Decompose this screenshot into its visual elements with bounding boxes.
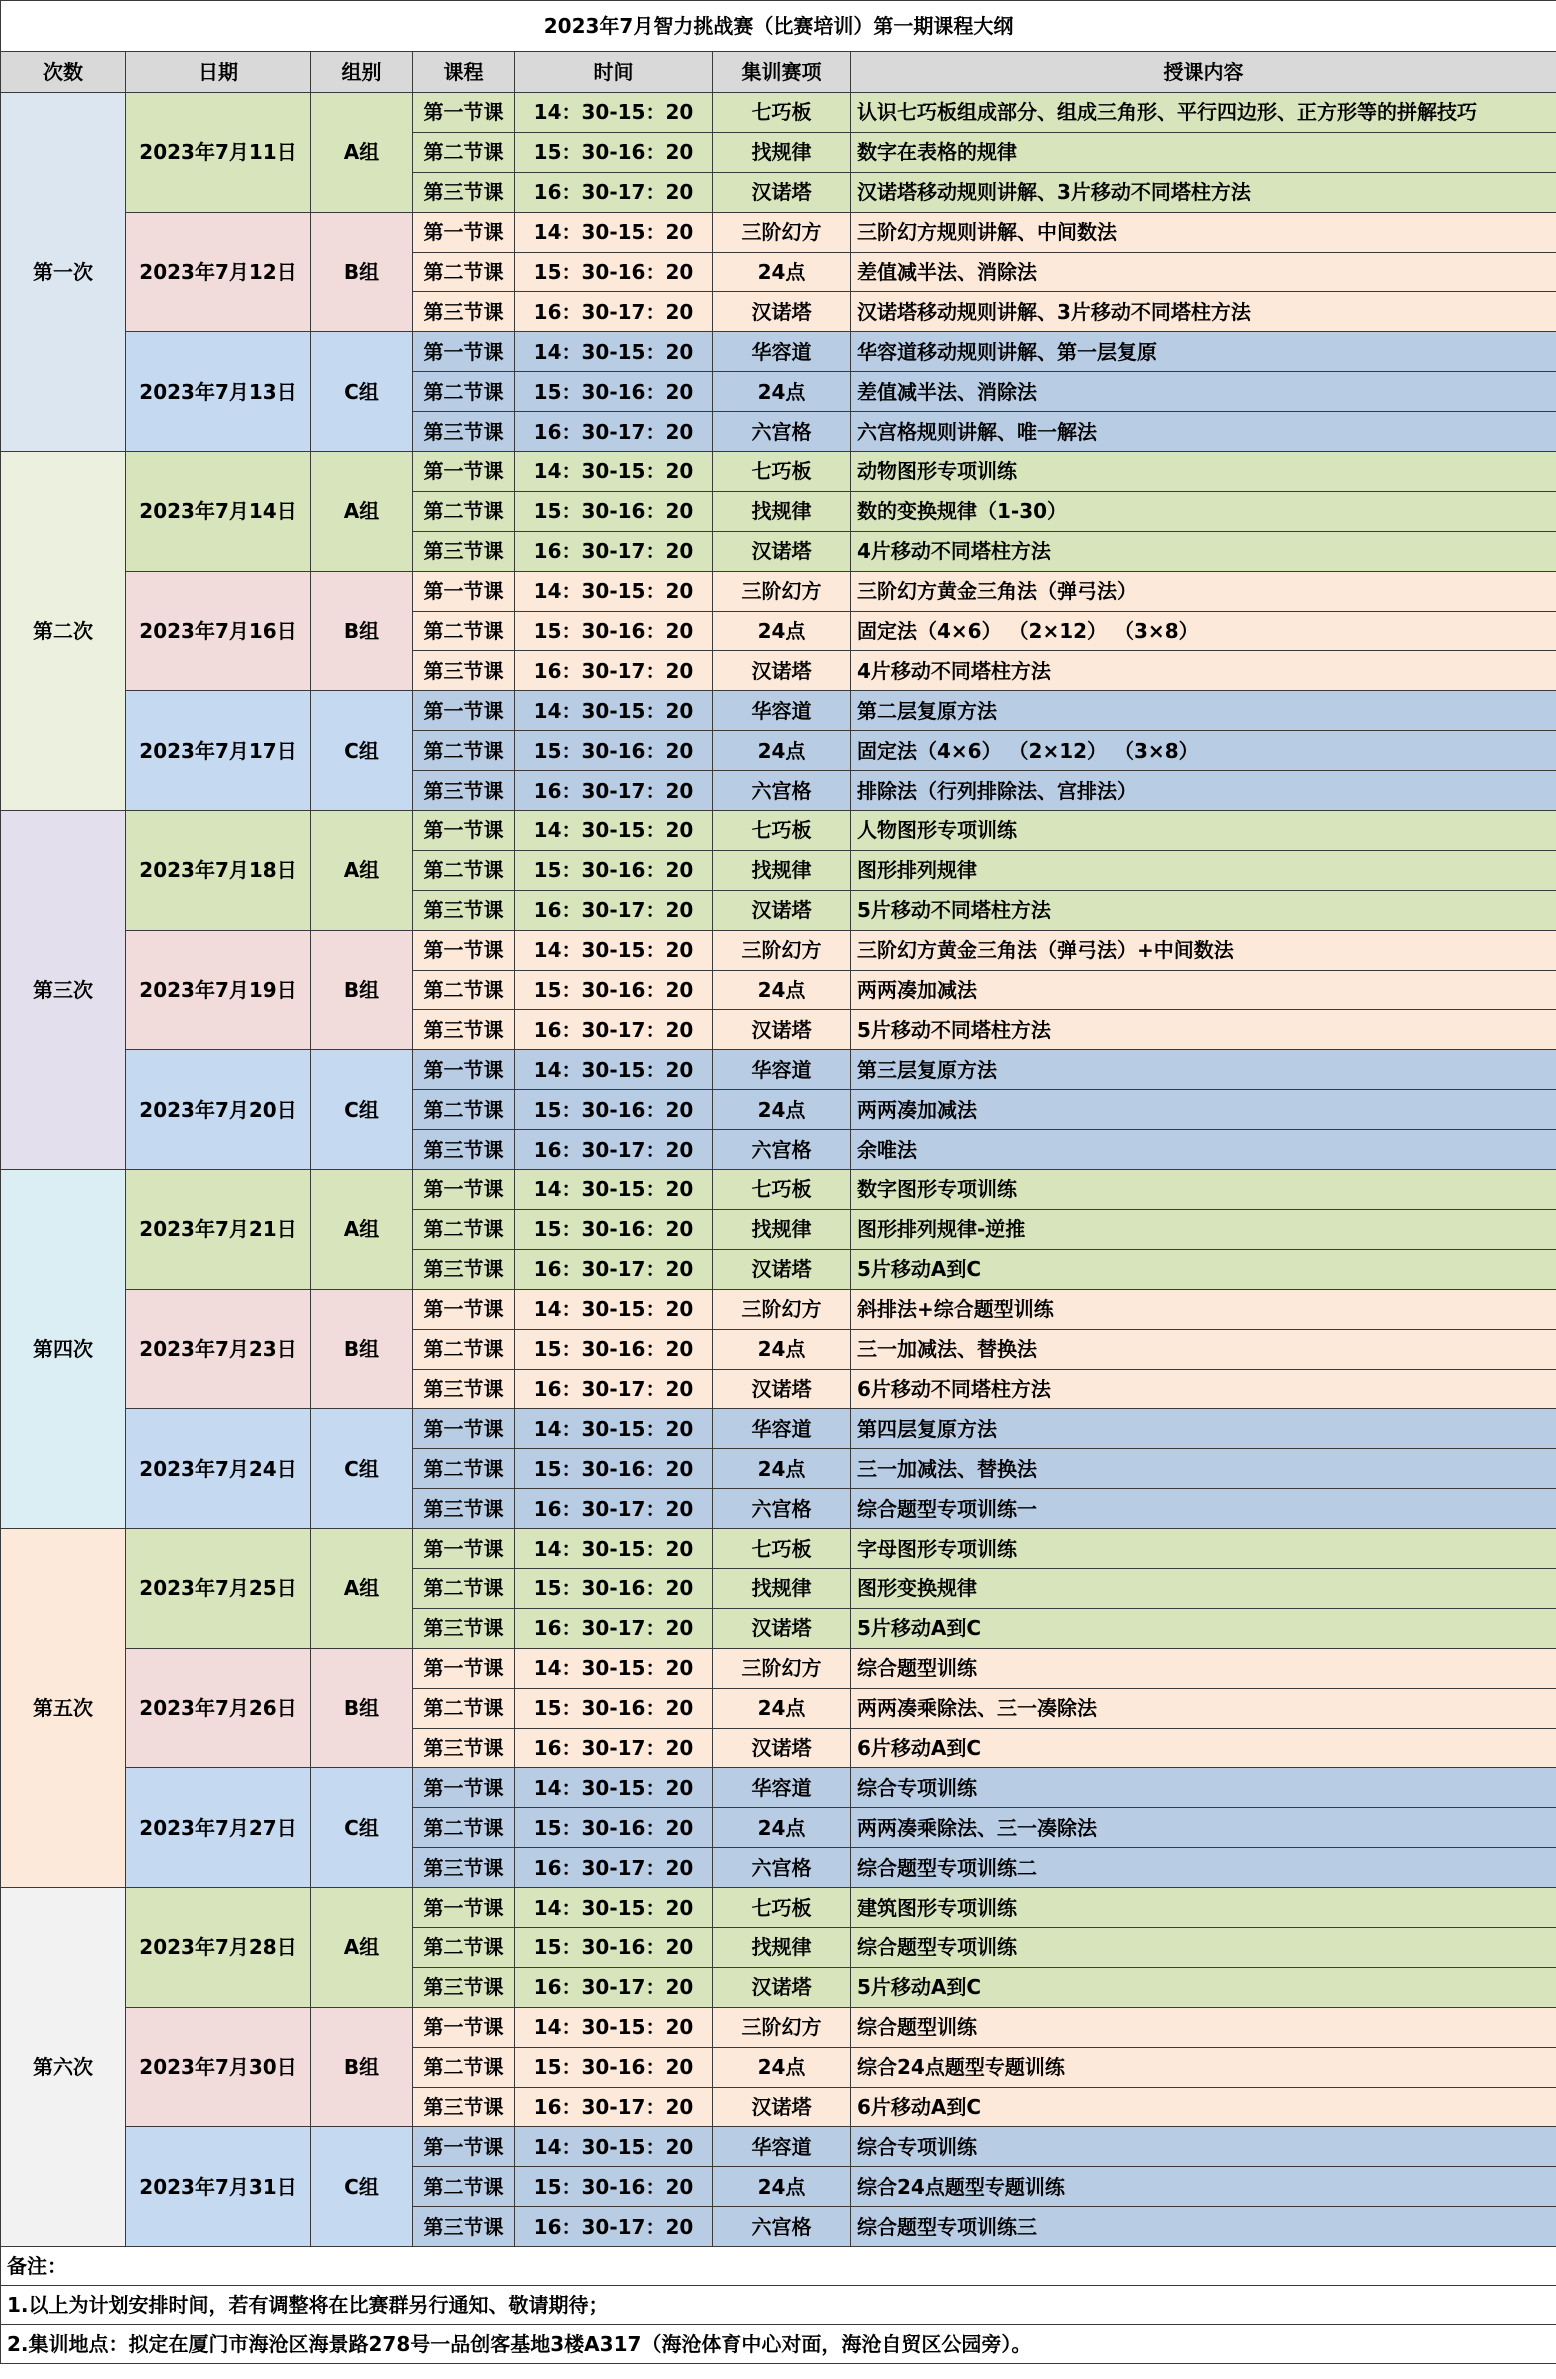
content-cell: 综合题型训练 <box>851 2007 1556 2047</box>
lesson-cell: 第三节课 <box>413 1608 515 1648</box>
note-1: 1.以上为计划安排时间，若有调整将在比赛群另行通知、敬请期待； <box>1 2286 1556 2325</box>
lesson-cell: 第三节课 <box>413 1489 515 1529</box>
group-cell: C组 <box>311 1768 413 1888</box>
lesson-cell: 第二节课 <box>413 1209 515 1249</box>
lesson-cell: 第二节课 <box>413 970 515 1010</box>
table-row <box>1 811 1556 851</box>
event-cell: 汉诺塔 <box>713 1010 851 1050</box>
time-cell: 14：30-15：20 <box>515 811 713 851</box>
time-cell: 15：30-16：20 <box>515 1568 713 1608</box>
time-cell: 16：30-17：20 <box>515 890 713 930</box>
content-cell: 第四层复原方法 <box>851 1409 1556 1449</box>
time-cell: 16：30-17：20 <box>515 1130 713 1170</box>
header-date: 日期 <box>126 52 311 93</box>
lesson-cell: 第二节课 <box>413 1808 515 1848</box>
session-label: 第六次 <box>1 1888 126 2247</box>
date-cell: 2023年7月31日 <box>126 2127 311 2247</box>
content-cell: 六宫格规则讲解、唯一解法 <box>851 412 1556 452</box>
content-cell: 华容道移动规则讲解、第一层复原 <box>851 332 1556 372</box>
event-cell: 汉诺塔 <box>713 172 851 212</box>
content-cell: 6片移动不同塔柱方法 <box>851 1369 1556 1409</box>
time-cell: 14：30-15：20 <box>515 1888 713 1928</box>
event-cell: 华容道 <box>713 1409 851 1449</box>
event-cell: 24点 <box>713 372 851 412</box>
content-cell: 动物图形专项训练 <box>851 452 1556 492</box>
group-cell: A组 <box>311 93 413 213</box>
time-cell: 14：30-15：20 <box>515 2127 713 2167</box>
content-cell: 差值减半法、消除法 <box>851 252 1556 292</box>
event-cell: 汉诺塔 <box>713 292 851 332</box>
content-cell: 5片移动A到C <box>851 1967 1556 2007</box>
content-cell: 图形排列规律-逆推 <box>851 1209 1556 1249</box>
lesson-cell: 第一节课 <box>413 93 515 133</box>
session-label: 第二次 <box>1 452 126 811</box>
content-cell: 三一加减法、替换法 <box>851 1449 1556 1489</box>
lesson-cell: 第一节课 <box>413 1050 515 1090</box>
event-cell: 找规律 <box>713 1209 851 1249</box>
lesson-cell: 第一节课 <box>413 691 515 731</box>
date-cell: 2023年7月11日 <box>126 93 311 213</box>
content-cell: 6片移动A到C <box>851 1728 1556 1768</box>
event-cell: 六宫格 <box>713 771 851 811</box>
lesson-cell: 第三节课 <box>413 771 515 811</box>
content-cell: 斜排法+综合题型训练 <box>851 1289 1556 1329</box>
group-cell: A组 <box>311 452 413 572</box>
lesson-cell: 第三节课 <box>413 172 515 212</box>
table-row <box>1 452 1556 492</box>
time-cell: 16：30-17：20 <box>515 2087 713 2127</box>
content-cell: 固定法（4×6） （2×12） （3×8） <box>851 731 1556 771</box>
content-cell: 综合专项训练 <box>851 2127 1556 2167</box>
content-cell: 5片移动不同塔柱方法 <box>851 890 1556 930</box>
lesson-cell: 第一节课 <box>413 571 515 611</box>
time-cell: 14：30-15：20 <box>515 93 713 133</box>
lesson-cell: 第一节课 <box>413 2007 515 2047</box>
lesson-cell: 第二节课 <box>413 252 515 292</box>
time-cell: 16：30-17：20 <box>515 1249 713 1289</box>
lesson-cell: 第二节课 <box>413 1449 515 1489</box>
time-cell: 14：30-15：20 <box>515 452 713 492</box>
header-content: 授课内容 <box>851 52 1556 93</box>
date-cell: 2023年7月18日 <box>126 811 311 931</box>
note-2: 2.集训地点：拟定在厦门市海沧区海景路278号一品创客基地3楼A317（海沧体育中心对面，海沧自贸区公园旁）。 <box>1 2325 1556 2364</box>
content-cell: 两两凑加减法 <box>851 1090 1556 1130</box>
date-cell: 2023年7月20日 <box>126 1050 311 1170</box>
event-cell: 24点 <box>713 1688 851 1728</box>
event-cell: 汉诺塔 <box>713 2087 851 2127</box>
content-cell: 建筑图形专项训练 <box>851 1888 1556 1928</box>
lesson-cell: 第二节课 <box>413 1090 515 1130</box>
content-cell: 三阶幻方黄金三角法（弹弓法） <box>851 571 1556 611</box>
group-cell: A组 <box>311 1170 413 1290</box>
content-cell: 图形变换规律 <box>851 1568 1556 1608</box>
lesson-cell: 第二节课 <box>413 611 515 651</box>
content-cell: 数字图形专项训练 <box>851 1170 1556 1210</box>
event-cell: 六宫格 <box>713 412 851 452</box>
time-cell: 15：30-16：20 <box>515 2167 713 2207</box>
event-cell: 三阶幻方 <box>713 571 851 611</box>
lesson-cell: 第一节课 <box>413 1529 515 1569</box>
lesson-cell: 第二节课 <box>413 1688 515 1728</box>
table-row <box>1 2127 1556 2167</box>
event-cell: 汉诺塔 <box>713 1249 851 1289</box>
date-cell: 2023年7月17日 <box>126 691 311 811</box>
content-cell: 综合题型专项训练二 <box>851 1848 1556 1888</box>
lesson-cell: 第三节课 <box>413 651 515 691</box>
event-cell: 24点 <box>713 1808 851 1848</box>
time-cell: 14：30-15：20 <box>515 1529 713 1569</box>
time-cell: 15：30-16：20 <box>515 2047 713 2087</box>
lesson-cell: 第一节课 <box>413 452 515 492</box>
event-cell: 三阶幻方 <box>713 1648 851 1688</box>
content-cell: 综合题型训练 <box>851 1648 1556 1688</box>
time-cell: 15：30-16：20 <box>515 1329 713 1369</box>
event-cell: 汉诺塔 <box>713 1728 851 1768</box>
content-cell: 固定法（4×6） （2×12） （3×8） <box>851 611 1556 651</box>
lesson-cell: 第三节课 <box>413 531 515 571</box>
lesson-cell: 第一节课 <box>413 1768 515 1808</box>
event-cell: 24点 <box>713 1329 851 1369</box>
time-cell: 15：30-16：20 <box>515 1688 713 1728</box>
date-cell: 2023年7月14日 <box>126 452 311 572</box>
event-cell: 24点 <box>713 1449 851 1489</box>
time-cell: 16：30-17：20 <box>515 651 713 691</box>
content-cell: 三阶幻方黄金三角法（弹弓法）+中间数法 <box>851 930 1556 970</box>
lesson-cell: 第一节课 <box>413 1289 515 1329</box>
event-cell: 汉诺塔 <box>713 1369 851 1409</box>
time-cell: 15：30-16：20 <box>515 611 713 651</box>
content-cell: 综合题型专项训练 <box>851 1927 1556 1967</box>
content-cell: 数字在表格的规律 <box>851 132 1556 172</box>
content-cell: 汉诺塔移动规则讲解、3片移动不同塔柱方法 <box>851 172 1556 212</box>
time-cell: 16：30-17：20 <box>515 1010 713 1050</box>
table-row <box>1 212 1556 252</box>
date-cell: 2023年7月26日 <box>126 1648 311 1768</box>
event-cell: 三阶幻方 <box>713 930 851 970</box>
lesson-cell: 第三节课 <box>413 412 515 452</box>
lesson-cell: 第一节课 <box>413 1888 515 1928</box>
lesson-cell: 第一节课 <box>413 1648 515 1688</box>
lesson-cell: 第三节课 <box>413 1249 515 1289</box>
header-event: 集训赛项 <box>713 52 851 93</box>
content-cell: 排除法（行列排除法、宫排法） <box>851 771 1556 811</box>
schedule-body <box>1 93 1556 2247</box>
time-cell: 15：30-16：20 <box>515 1808 713 1848</box>
event-cell: 七巧板 <box>713 811 851 851</box>
event-cell: 六宫格 <box>713 1130 851 1170</box>
content-cell: 5片移动不同塔柱方法 <box>851 1010 1556 1050</box>
event-cell: 华容道 <box>713 1050 851 1090</box>
content-cell: 综合24点题型专题训练 <box>851 2047 1556 2087</box>
content-cell: 第二层复原方法 <box>851 691 1556 731</box>
group-cell: B组 <box>311 930 413 1050</box>
event-cell: 24点 <box>713 731 851 771</box>
lesson-cell: 第二节课 <box>413 491 515 531</box>
lesson-cell: 第二节课 <box>413 372 515 412</box>
content-cell: 两两凑加减法 <box>851 970 1556 1010</box>
session-label: 第一次 <box>1 93 126 452</box>
content-cell: 综合题型专项训练三 <box>851 2207 1556 2247</box>
header-row <box>1 52 1556 93</box>
lesson-cell: 第三节课 <box>413 2207 515 2247</box>
lesson-cell: 第一节课 <box>413 930 515 970</box>
lesson-cell: 第一节课 <box>413 1409 515 1449</box>
time-cell: 16：30-17：20 <box>515 1369 713 1409</box>
event-cell: 华容道 <box>713 1768 851 1808</box>
event-cell: 汉诺塔 <box>713 1967 851 2007</box>
time-cell: 14：30-15：20 <box>515 1050 713 1090</box>
time-cell: 16：30-17：20 <box>515 1608 713 1648</box>
table-row <box>1 93 1556 133</box>
time-cell: 15：30-16：20 <box>515 252 713 292</box>
date-cell: 2023年7月19日 <box>126 930 311 1050</box>
content-cell: 图形排列规律 <box>851 850 1556 890</box>
event-cell: 汉诺塔 <box>713 531 851 571</box>
content-cell: 差值减半法、消除法 <box>851 372 1556 412</box>
session-label: 第三次 <box>1 811 126 1170</box>
event-cell: 七巧板 <box>713 93 851 133</box>
notes-heading: 备注： <box>1 2247 1556 2286</box>
lesson-cell: 第一节课 <box>413 2127 515 2167</box>
event-cell: 24点 <box>713 611 851 651</box>
content-cell: 综合专项训练 <box>851 1768 1556 1808</box>
table-row <box>1 691 1556 731</box>
time-cell: 14：30-15：20 <box>515 930 713 970</box>
event-cell: 汉诺塔 <box>713 1608 851 1648</box>
lesson-cell: 第二节课 <box>413 1927 515 1967</box>
event-cell: 24点 <box>713 2167 851 2207</box>
content-cell: 数的变换规律（1-30） <box>851 491 1556 531</box>
lesson-cell: 第一节课 <box>413 811 515 851</box>
group-cell: B组 <box>311 2007 413 2127</box>
content-cell: 4片移动不同塔柱方法 <box>851 651 1556 691</box>
lesson-cell: 第一节课 <box>413 212 515 252</box>
group-cell: B组 <box>311 571 413 691</box>
lesson-cell: 第三节课 <box>413 1967 515 2007</box>
content-cell: 5片移动A到C <box>851 1249 1556 1289</box>
lesson-cell: 第二节课 <box>413 850 515 890</box>
content-cell: 两两凑乘除法、三一凑除法 <box>851 1688 1556 1728</box>
lesson-cell: 第三节课 <box>413 1848 515 1888</box>
time-cell: 14：30-15：20 <box>515 2007 713 2047</box>
table-row <box>1 332 1556 372</box>
table-row <box>1 930 1556 970</box>
content-cell: 4片移动不同塔柱方法 <box>851 531 1556 571</box>
event-cell: 找规律 <box>713 491 851 531</box>
group-cell: A组 <box>311 1529 413 1649</box>
time-cell: 15：30-16：20 <box>515 1090 713 1130</box>
table-row <box>1 2007 1556 2047</box>
content-cell: 6片移动A到C <box>851 2087 1556 2127</box>
table-row <box>1 1768 1556 1808</box>
event-cell: 六宫格 <box>713 1848 851 1888</box>
session-label: 第四次 <box>1 1170 126 1529</box>
event-cell: 找规律 <box>713 1927 851 1967</box>
event-cell: 六宫格 <box>713 2207 851 2247</box>
event-cell: 七巧板 <box>713 1170 851 1210</box>
time-cell: 15：30-16：20 <box>515 1927 713 1967</box>
lesson-cell: 第一节课 <box>413 332 515 372</box>
time-cell: 16：30-17：20 <box>515 1728 713 1768</box>
time-cell: 14：30-15：20 <box>515 212 713 252</box>
event-cell: 24点 <box>713 2047 851 2087</box>
lesson-cell: 第三节课 <box>413 292 515 332</box>
date-cell: 2023年7月27日 <box>126 1768 311 1888</box>
date-cell: 2023年7月25日 <box>126 1529 311 1649</box>
time-cell: 14：30-15：20 <box>515 1648 713 1688</box>
time-cell: 15：30-16：20 <box>515 132 713 172</box>
time-cell: 14：30-15：20 <box>515 1409 713 1449</box>
date-cell: 2023年7月13日 <box>126 332 311 452</box>
time-cell: 16：30-17：20 <box>515 412 713 452</box>
date-cell: 2023年7月21日 <box>126 1170 311 1290</box>
time-cell: 15：30-16：20 <box>515 1449 713 1489</box>
time-cell: 15：30-16：20 <box>515 850 713 890</box>
group-cell: B组 <box>311 1289 413 1409</box>
content-cell: 余唯法 <box>851 1130 1556 1170</box>
table-row <box>1 1289 1556 1329</box>
time-cell: 15：30-16：20 <box>515 970 713 1010</box>
content-cell: 人物图形专项训练 <box>851 811 1556 851</box>
lesson-cell: 第三节课 <box>413 2087 515 2127</box>
group-cell: B组 <box>311 1648 413 1768</box>
time-cell: 15：30-16：20 <box>515 731 713 771</box>
time-cell: 15：30-16：20 <box>515 1209 713 1249</box>
event-cell: 六宫格 <box>713 1489 851 1529</box>
session-label: 第五次 <box>1 1529 126 1888</box>
time-cell: 14：30-15：20 <box>515 332 713 372</box>
time-cell: 16：30-17：20 <box>515 1848 713 1888</box>
event-cell: 华容道 <box>713 332 851 372</box>
time-cell: 14：30-15：20 <box>515 571 713 611</box>
date-cell: 2023年7月23日 <box>126 1289 311 1409</box>
lesson-cell: 第一节课 <box>413 1170 515 1210</box>
page-title: 2023年7月智力挑战赛（比赛培训）第一期课程大纲 <box>1 1 1556 52</box>
time-cell: 14：30-15：20 <box>515 1289 713 1329</box>
date-cell: 2023年7月24日 <box>126 1409 311 1529</box>
lesson-cell: 第三节课 <box>413 1369 515 1409</box>
event-cell: 找规律 <box>713 1568 851 1608</box>
group-cell: C组 <box>311 1409 413 1529</box>
lesson-cell: 第三节课 <box>413 1728 515 1768</box>
content-cell: 汉诺塔移动规则讲解、3片移动不同塔柱方法 <box>851 292 1556 332</box>
date-cell: 2023年7月28日 <box>126 1888 311 2008</box>
time-cell: 16：30-17：20 <box>515 2207 713 2247</box>
event-cell: 七巧板 <box>713 1529 851 1569</box>
event-cell: 七巧板 <box>713 452 851 492</box>
event-cell: 三阶幻方 <box>713 1289 851 1329</box>
lesson-cell: 第二节课 <box>413 2167 515 2207</box>
group-cell: A组 <box>311 1888 413 2008</box>
lesson-cell: 第二节课 <box>413 731 515 771</box>
time-cell: 16：30-17：20 <box>515 531 713 571</box>
header-group: 组别 <box>311 52 413 93</box>
table-row <box>1 1888 1556 1928</box>
event-cell: 汉诺塔 <box>713 890 851 930</box>
lesson-cell: 第二节课 <box>413 1568 515 1608</box>
event-cell: 找规律 <box>713 132 851 172</box>
header-time: 时间 <box>515 52 713 93</box>
time-cell: 14：30-15：20 <box>515 1170 713 1210</box>
content-cell: 5片移动A到C <box>851 1608 1556 1648</box>
table-row <box>1 1409 1556 1449</box>
header-lesson: 课程 <box>413 52 515 93</box>
event-cell: 三阶幻方 <box>713 2007 851 2047</box>
date-cell: 2023年7月16日 <box>126 571 311 691</box>
event-cell: 24点 <box>713 252 851 292</box>
date-cell: 2023年7月30日 <box>126 2007 311 2127</box>
group-cell: A组 <box>311 811 413 931</box>
time-cell: 16：30-17：20 <box>515 771 713 811</box>
table-row <box>1 1050 1556 1090</box>
content-cell: 两两凑乘除法、三一凑除法 <box>851 1808 1556 1848</box>
time-cell: 16：30-17：20 <box>515 172 713 212</box>
table-row <box>1 1529 1556 1569</box>
table-row <box>1 1170 1556 1210</box>
time-cell: 14：30-15：20 <box>515 691 713 731</box>
time-cell: 14：30-15：20 <box>515 1768 713 1808</box>
content-cell: 综合24点题型专题训练 <box>851 2167 1556 2207</box>
group-cell: C组 <box>311 2127 413 2247</box>
time-cell: 16：30-17：20 <box>515 1967 713 2007</box>
event-cell: 24点 <box>713 970 851 1010</box>
group-cell: C组 <box>311 1050 413 1170</box>
lesson-cell: 第三节课 <box>413 1130 515 1170</box>
time-cell: 15：30-16：20 <box>515 372 713 412</box>
date-cell: 2023年7月12日 <box>126 212 311 332</box>
group-cell: C组 <box>311 691 413 811</box>
content-cell: 字母图形专项训练 <box>851 1529 1556 1569</box>
content-cell: 第三层复原方法 <box>851 1050 1556 1090</box>
content-cell: 三阶幻方规则讲解、中间数法 <box>851 212 1556 252</box>
content-cell: 认识七巧板组成部分、组成三角形、平行四边形、正方形等的拼解技巧 <box>851 93 1556 133</box>
header-session: 次数 <box>1 52 126 93</box>
lesson-cell: 第二节课 <box>413 1329 515 1369</box>
lesson-cell: 第三节课 <box>413 890 515 930</box>
content-cell: 综合题型专项训练一 <box>851 1489 1556 1529</box>
content-cell: 三一加减法、替换法 <box>851 1329 1556 1369</box>
time-cell: 15：30-16：20 <box>515 491 713 531</box>
event-cell: 汉诺塔 <box>713 651 851 691</box>
group-cell: C组 <box>311 332 413 452</box>
event-cell: 七巧板 <box>713 1888 851 1928</box>
event-cell: 华容道 <box>713 691 851 731</box>
event-cell: 华容道 <box>713 2127 851 2167</box>
lesson-cell: 第三节课 <box>413 1010 515 1050</box>
lesson-cell: 第二节课 <box>413 2047 515 2087</box>
event-cell: 找规律 <box>713 850 851 890</box>
time-cell: 16：30-17：20 <box>515 1489 713 1529</box>
event-cell: 24点 <box>713 1090 851 1130</box>
table-row <box>1 1648 1556 1688</box>
group-cell: B组 <box>311 212 413 332</box>
table-row <box>1 571 1556 611</box>
event-cell: 三阶幻方 <box>713 212 851 252</box>
lesson-cell: 第二节课 <box>413 132 515 172</box>
time-cell: 16：30-17：20 <box>515 292 713 332</box>
